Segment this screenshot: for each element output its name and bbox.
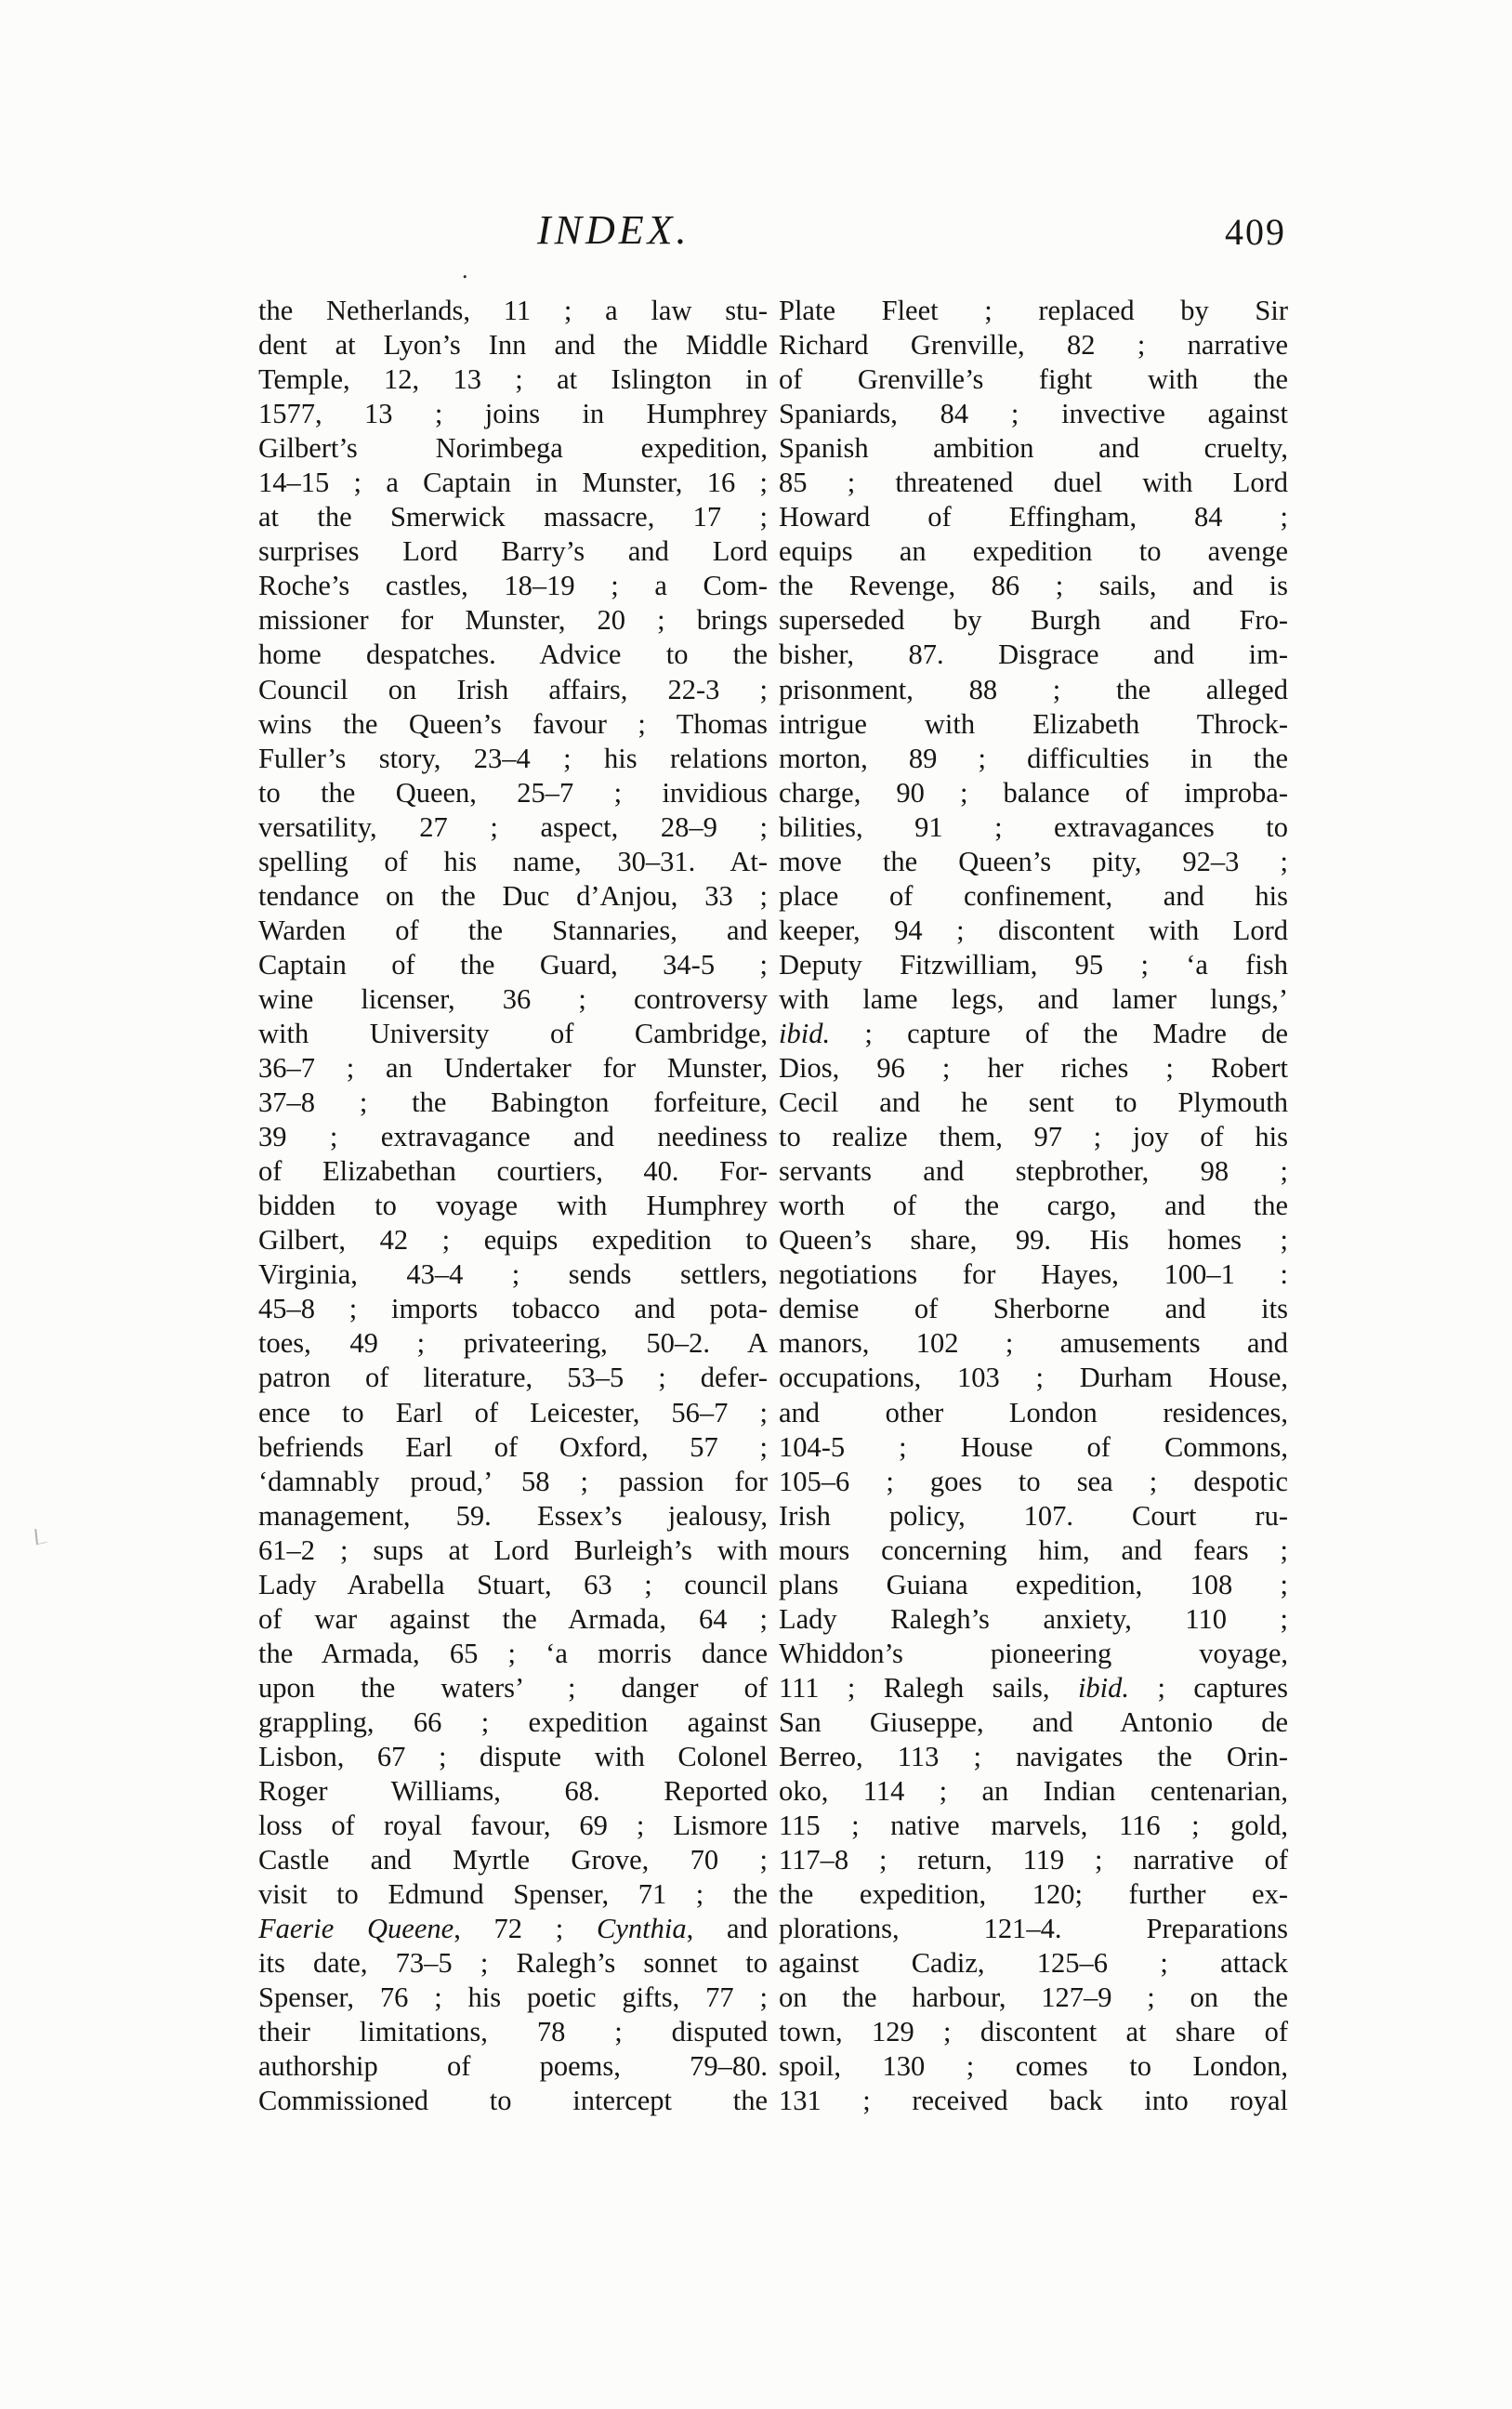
text-line: Lisbon, 67 ; dispute with Colonel [258, 1740, 768, 1772]
text-line: home despatches. Advice to the [258, 638, 768, 671]
text-line: bidden to voyage with Humphrey [258, 1190, 768, 1222]
text-line: toes, 49 ; privateering, 50–2. A [258, 1327, 768, 1360]
text-line: servants and stepbrother, 98 ; [779, 1155, 1288, 1188]
text-line: spelling of his name, 30–31. At- [258, 845, 768, 877]
text-line: equips an expedition to avenge [779, 535, 1288, 568]
text-line: dent at Lyon’s Inn and the Middle [258, 329, 768, 362]
text-line: 14–15 ; a Captain in Munster, 16 ; [258, 467, 768, 499]
text-line: 131 ; received back into royal [779, 2085, 1288, 2117]
text-line: Dios, 96 ; her riches ; Robert [779, 1052, 1288, 1085]
text-line: plorations, 121–4. Preparations [779, 1913, 1288, 1945]
text-line: 37–8 ; the Babington forfeiture, [258, 1086, 768, 1119]
text-line: Virginia, 43–4 ; sends settlers, [258, 1258, 768, 1291]
text-line: ence to Earl of Leicester, 56–7 ; [258, 1396, 768, 1428]
text-line: to realize them, 97 ; joy of his [779, 1121, 1288, 1153]
text-line: charge, 90 ; balance of improba- [779, 776, 1288, 809]
text-line: Spanish ambition and cruelty, [779, 432, 1288, 465]
text-line: authorship of poems, 79–80. [258, 2050, 768, 2083]
text-line: place of confinement, and his [779, 879, 1288, 912]
text-line: 85 ; threatened duel with Lord [779, 467, 1288, 499]
text-line: missioner for Munster, 20 ; brings [258, 604, 768, 637]
text-line: Spaniards, 84 ; invective against [779, 398, 1288, 430]
text-line: wine licenser, 36 ; controversy [258, 982, 768, 1015]
text-line: Captain of the Guard, 34-5 ; [258, 948, 768, 981]
text-line: Deputy Fitzwilliam, 95 ; ‘a fish [779, 948, 1288, 981]
text-line: Warden of the Stannaries, and [258, 914, 768, 946]
text-line: superseded by Burgh and Fro- [779, 604, 1288, 637]
index-column-right [779, 294, 1288, 2118]
text-line: Howard of Effingham, 84 ; [779, 501, 1288, 533]
text-line: keeper, 94 ; discontent with Lord [779, 914, 1288, 946]
text-line: with University of Cambridge, [258, 1017, 768, 1049]
text-line: Whiddon’s pioneering voyage, [779, 1637, 1288, 1669]
text-line: move the Queen’s pity, 92–3 ; [779, 845, 1288, 877]
text-line: prisonment, 88 ; the alleged [779, 673, 1288, 705]
page-title: INDEX. [537, 207, 690, 253]
text-line: the Netherlands, 11 ; a law stu- [258, 295, 768, 326]
text-line: with lame legs, and lamer lungs,’ [779, 982, 1288, 1015]
text-line: Commissioned to intercept the [258, 2085, 768, 2117]
text-line: negotiations for Hayes, 100–1 : [779, 1258, 1288, 1291]
margin-artifact [34, 1527, 46, 1546]
text-line: 45–8 ; imports tobacco and pota- [258, 1293, 768, 1325]
text-line: grappling, 66 ; expedition against [258, 1705, 768, 1738]
text-line: manors, 102 ; amusements and [779, 1327, 1288, 1360]
text-line: management, 59. Essex’s jealousy, [258, 1499, 768, 1532]
text-line: surprises Lord Barry’s and Lord [258, 535, 768, 568]
text-line: Lady Arabella Stuart, 63 ; council [258, 1568, 768, 1600]
text-line: Richard Grenville, 82 ; narrative [779, 329, 1288, 362]
text-line: Castle and Myrtle Grove, 70 ; [258, 1844, 768, 1876]
text-line: Queen’s share, 99. His homes ; [779, 1224, 1288, 1257]
text-line: oko, 114 ; an Indian centenarian, [779, 1775, 1288, 1808]
text-line: of Grenville’s fight with the [779, 363, 1288, 396]
text-line: Cecil and he sent to Plymouth [779, 1086, 1288, 1119]
text-line: and other London residences, [779, 1396, 1288, 1428]
text-line: Fuller’s story, 23–4 ; his relations [258, 742, 768, 774]
text-line: visit to Edmund Spenser, 71 ; the [258, 1878, 768, 1911]
text-line: Gilbert, 42 ; equips expedition to [258, 1224, 768, 1257]
text-line: morton, 89 ; difficulties in the [779, 742, 1288, 774]
text-line: Roger Williams, 68. Reported [258, 1775, 768, 1808]
text-line: 105–6 ; goes to sea ; despotic [779, 1465, 1288, 1497]
text-line: bisher, 87. Disgrace and im- [779, 638, 1288, 671]
index-column-left [258, 294, 768, 2118]
text-line: upon the waters’ ; danger of [258, 1671, 768, 1704]
text-line: 39 ; extravagance and neediness [258, 1121, 768, 1153]
text-line: the Armada, 65 ; ‘a morris dance [258, 1637, 768, 1669]
page-number: 409 [1225, 211, 1286, 253]
text-line: 61–2 ; sups at Lord Burleigh’s with [258, 1534, 768, 1566]
text-line: spoil, 130 ; comes to London, [779, 2050, 1288, 2083]
text-line: worth of the cargo, and the [779, 1190, 1288, 1222]
text-line: Gilbert’s Norimbega expedition, [258, 432, 768, 465]
text-line: its date, 73–5 ; Ralegh’s sonnet to [258, 1947, 768, 1980]
text-line: of Elizabethan courtiers, 40. For- [258, 1155, 768, 1188]
text-line: their limitations, 78 ; disputed [258, 2016, 768, 2048]
text-line: befriends Earl of Oxford, 57 ; [258, 1430, 768, 1463]
text-line: at the Smerwick massacre, 17 ; [258, 501, 768, 533]
text-line: against Cadiz, 125–6 ; attack [779, 1947, 1288, 1980]
text-line: Spenser, 76 ; his poetic gifts, 77 ; [258, 1981, 768, 2014]
text-line: of war against the Armada, 64 ; [258, 1602, 768, 1635]
text-line: Irish policy, 107. Court ru- [779, 1499, 1288, 1532]
text-line: intrigue with Elizabeth Throck- [779, 707, 1288, 740]
text-line: wins the Queen’s favour ; Thomas [258, 707, 768, 740]
text-line: 117–8 ; return, 119 ; narrative of [779, 1844, 1288, 1876]
text-line: 104-5 ; House of Commons, [779, 1430, 1288, 1463]
text-line: patron of literature, 53–5 ; defer- [258, 1362, 768, 1394]
text-line: Temple, 12, 13 ; at Islington in [258, 363, 768, 396]
text-line: 36–7 ; an Undertaker for Munster, [258, 1052, 768, 1085]
text-line: Berreo, 113 ; navigates the Orin- [779, 1740, 1288, 1772]
text-line: 111 ; Ralegh sails, ibid. ; captures [779, 1671, 1288, 1704]
text-line: Plate Fleet ; replaced by Sir [779, 295, 1288, 326]
text-line: Lady Ralegh’s anxiety, 110 ; [779, 1602, 1288, 1635]
text-line: the expedition, 120; further ex- [779, 1878, 1288, 1911]
text-line: occupations, 103 ; Durham House, [779, 1362, 1288, 1394]
text-line: ibid. ; capture of the Madre de [779, 1017, 1288, 1049]
text-line: Faerie Queene, 72 ; Cynthia, and [258, 1913, 768, 1945]
text-line: town, 129 ; discontent at share of [779, 2016, 1288, 2048]
text-line: bilities, 91 ; extravagances to [779, 810, 1288, 843]
text-line: 1577, 13 ; joins in Humphrey [258, 398, 768, 430]
text-line: plans Guiana expedition, 108 ; [779, 1568, 1288, 1600]
text-line: loss of royal favour, 69 ; Lismore [258, 1810, 768, 1842]
text-line: demise of Sherborne and its [779, 1293, 1288, 1325]
text-line: the Revenge, 86 ; sails, and is [779, 570, 1288, 602]
text-line: 115 ; native marvels, 116 ; gold, [779, 1810, 1288, 1842]
text-line: tendance on the Duc d’Anjou, 33 ; [258, 879, 768, 912]
scan-speck: . [462, 257, 468, 283]
text-line: Roche’s castles, 18–19 ; a Com- [258, 570, 768, 602]
text-line: ‘damnably proud,’ 58 ; passion for [258, 1465, 768, 1497]
text-line: mours concerning him, and fears ; [779, 1534, 1288, 1566]
text-line: San Giuseppe, and Antonio de [779, 1705, 1288, 1738]
text-line: on the harbour, 127–9 ; on the [779, 1981, 1288, 2014]
text-line: to the Queen, 25–7 ; invidious [258, 776, 768, 809]
text-line: versatility, 27 ; aspect, 28–9 ; [258, 810, 768, 843]
text-line: Council on Irish affairs, 22-3 ; [258, 673, 768, 705]
